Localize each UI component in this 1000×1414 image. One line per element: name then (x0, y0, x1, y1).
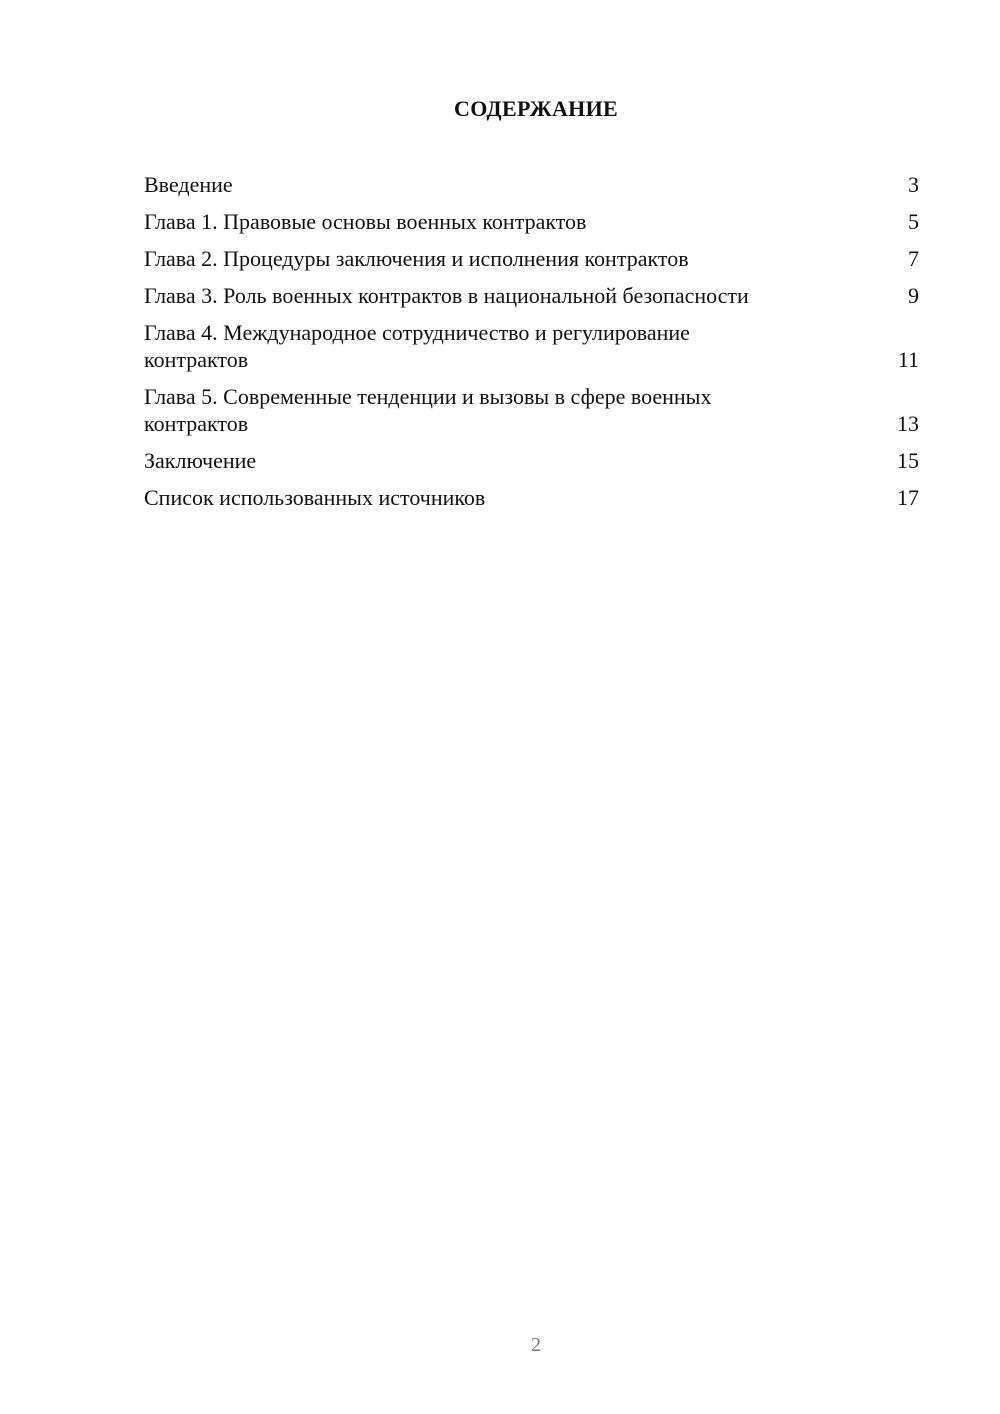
toc-title: СОДЕРЖАНИЕ (454, 96, 618, 121)
toc-entry-page: 7 (908, 246, 919, 271)
toc-entry[interactable] (144, 319, 919, 373)
toc-entry[interactable] (144, 484, 919, 511)
toc-entry-label: Список использованных источников (144, 485, 486, 510)
toc-entry-page: 15 (897, 448, 919, 473)
toc-entry-page: 11 (897, 347, 919, 372)
toc-entry-page: 13 (897, 411, 919, 436)
page-number: 2 (531, 1334, 541, 1356)
toc-entry-page: 9 (908, 283, 919, 308)
toc-entry-label: Глава 3. Роль военных контрактов в национальной безопасности (144, 283, 749, 308)
toc-entry-label: Заключение (144, 448, 257, 473)
toc-entry-page: 17 (897, 485, 919, 510)
toc-entry-label: Глава 1. Правовые основы военных контрактов (144, 209, 587, 234)
toc-entry[interactable] (144, 245, 919, 272)
toc-entry[interactable] (144, 447, 919, 474)
toc-entry[interactable] (144, 282, 919, 309)
toc-entry-page: 3 (908, 172, 919, 197)
toc-entry[interactable] (144, 171, 919, 198)
toc-entry-label: Глава 2. Процедуры заключения и исполнения контрактов (144, 246, 689, 271)
table-of-contents (144, 171, 919, 521)
toc-entry[interactable] (144, 383, 919, 437)
toc-entry-label: Глава 5. Современные тенденции и вызовы в сфере военных контрактов (144, 384, 712, 436)
toc-entry-page: 5 (908, 209, 919, 234)
toc-entry-label: Введение (144, 172, 233, 197)
toc-entry[interactable] (144, 208, 919, 235)
toc-entry-label: Глава 4. Международное сотрудничество и регулирование контрактов (144, 320, 690, 372)
